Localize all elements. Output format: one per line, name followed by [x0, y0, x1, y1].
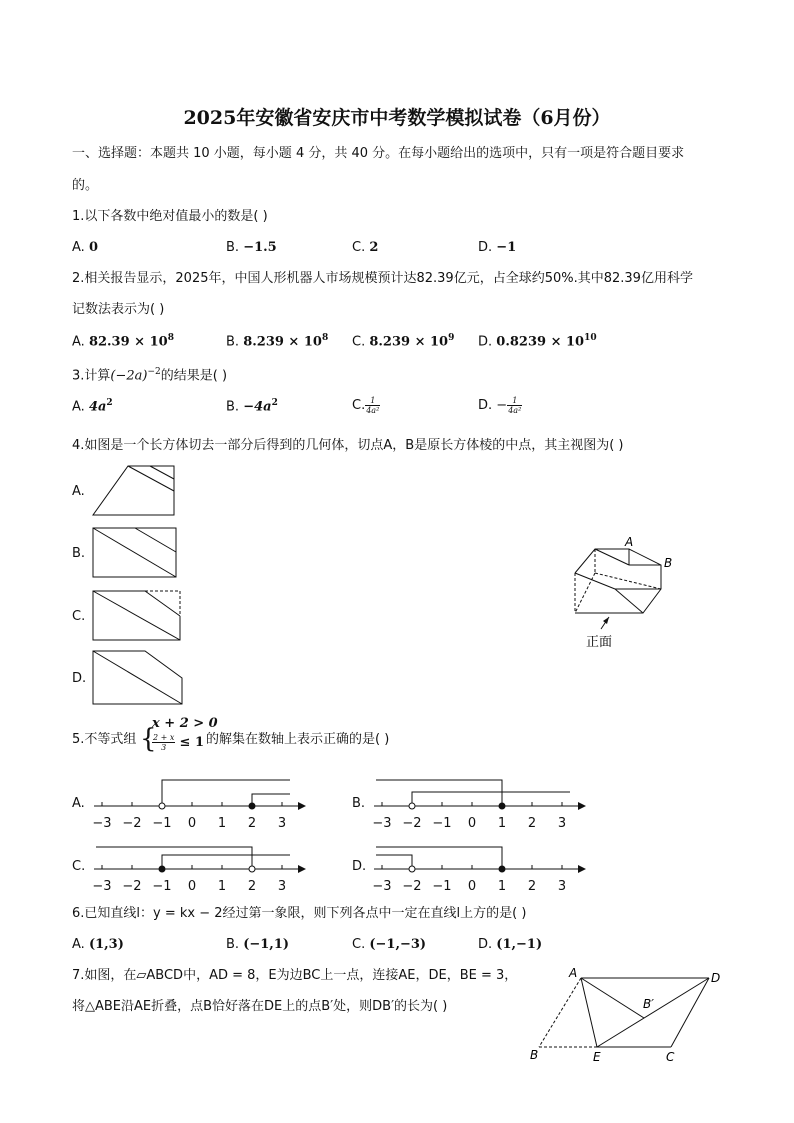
option-value: (1,3) [88, 937, 124, 952]
q4-option-c-figure [90, 588, 186, 644]
tick-label: −1 [152, 879, 172, 894]
tick-label: −3 [372, 816, 392, 831]
option-sign: − [496, 398, 508, 413]
open-point [249, 866, 255, 872]
q3-stem [72, 364, 227, 384]
hidden-edge [595, 573, 661, 589]
tick-label: 3 [557, 816, 567, 831]
tick-label: 3 [277, 879, 287, 894]
trapezoid-outline [93, 466, 174, 515]
option-label: B. [226, 240, 240, 255]
tick-label: −1 [432, 879, 452, 894]
open-point [409, 866, 415, 872]
tick-label: 1 [217, 879, 227, 894]
tick-label: 2 [247, 816, 257, 831]
fraction-numerator: 1 [507, 396, 522, 406]
closed-point [499, 866, 505, 872]
option-label: D. [478, 398, 493, 413]
fraction [152, 733, 175, 752]
tick-label: 1 [497, 816, 507, 831]
point-c-label: C [666, 1050, 675, 1064]
q3-option-c [352, 396, 380, 415]
option-value: −1 [496, 240, 517, 255]
option-exponent: 9 [448, 333, 455, 343]
q4-solid-figure [565, 533, 685, 658]
q6-option-b [226, 937, 289, 952]
q4-option-d-figure [90, 648, 186, 708]
q5-stem [72, 732, 136, 748]
solid-outline [575, 549, 661, 613]
inequality-2 [152, 733, 204, 752]
tick-label: 1 [217, 816, 227, 831]
closed-point [249, 803, 255, 809]
diagonal-line [93, 591, 180, 640]
option-value: 82.39 × 10 [88, 334, 168, 350]
inequality-1-text: x + 2 > 0 [152, 716, 218, 731]
tick-label: 1 [497, 879, 507, 894]
option-value: (1,−1) [496, 937, 543, 952]
q5-option-d-numberline [372, 835, 592, 897]
option-label: B. [226, 334, 240, 350]
tick-label: −2 [122, 816, 142, 831]
q2-option-c [352, 333, 454, 349]
segment-de [597, 978, 709, 1047]
option-label: D. [478, 334, 493, 350]
closed-point [499, 803, 505, 809]
solution-ray [376, 855, 412, 869]
q4-option-a-figure [90, 463, 180, 519]
diagonal-line [150, 466, 174, 479]
q3-option-a [72, 398, 113, 414]
q5-option-b-numberline [372, 772, 592, 834]
q1-option-d [478, 240, 516, 255]
option-value: −4a [243, 399, 272, 415]
solution-ray [252, 794, 290, 806]
fraction-numerator: 1 [365, 396, 380, 406]
q2-stem-line2: 记数法表示为( ) [72, 302, 165, 317]
fraction-denominator: 4a² [508, 406, 522, 415]
tick-label: 3 [557, 879, 567, 894]
q5-option-c-label: C. [72, 859, 86, 874]
q6-option-a [72, 937, 124, 952]
solution-ray [412, 792, 570, 806]
q2-option-a [72, 333, 174, 349]
tick-label: 2 [527, 816, 537, 831]
tick-label: −2 [402, 879, 422, 894]
tick-label: 3 [277, 816, 287, 831]
solution-ray [96, 847, 252, 869]
point-a-label: A [625, 535, 634, 549]
q3-option-d [478, 396, 522, 415]
q7-stem-line2: 将△ABE沿AE折叠，点B恰好落在DE上的点B′处，则DB′的长为( ) [72, 999, 448, 1014]
point-b-label: B [530, 1048, 539, 1062]
fraction-denominator: 3 [161, 743, 167, 752]
q4-option-b-figure [90, 525, 180, 581]
axis-arrow [298, 865, 306, 873]
q6-stem: 6.已知直线l：y = kx − 2经过第一象限，则下列各点中一定在直线l上方的是( ) [72, 906, 527, 921]
option-label: D. [478, 240, 493, 255]
system-brace: { [140, 724, 157, 754]
option-value: 0.8239 × 10 [496, 334, 585, 350]
option-label: C. [352, 334, 366, 350]
tick-label: −3 [372, 879, 392, 894]
q5-option-c-numberline [92, 835, 312, 897]
option-exponent: 2 [271, 398, 278, 408]
q5-option-a-numberline [92, 772, 312, 834]
q4-option-a-label: A. [72, 484, 85, 499]
q6-option-c [352, 937, 426, 952]
tick-label: −1 [432, 816, 452, 831]
q1-stem: 1.以下各数中绝对值最小的数是( ) [72, 209, 268, 224]
option-value: (−1,−3) [369, 937, 427, 952]
tick-label: −1 [152, 816, 172, 831]
solution-ray [376, 780, 502, 806]
q2-stem-line1: 2.相关报告显示，2025年，中国人形机器人市场规模预计达82.39亿元，占全球约50%.其中82.39亿用科学 [72, 271, 693, 286]
q6-option-d [478, 937, 542, 952]
q5-option-d-label: D. [352, 859, 367, 874]
diagonal-line [93, 651, 182, 704]
edge-line [575, 573, 615, 589]
q5-option-a-label: A. [72, 796, 85, 811]
section-instruction-line1: 一、选择题：本题共 10 小题，每小题 4 分，共 40 分。在每小题给出的选项中，只有一项是符合题目要求 [72, 146, 685, 161]
option-value: 8.239 × 10 [243, 334, 322, 350]
option-exponent: 8 [167, 333, 174, 343]
q2-option-b [226, 333, 328, 349]
option-value: 2 [369, 240, 379, 255]
option-value: 0 [88, 240, 98, 255]
q7-parallelogram-figure [525, 962, 735, 1067]
solution-ray [376, 847, 502, 869]
closed-point [159, 866, 165, 872]
option-label: A. [72, 334, 85, 350]
tick-label: 0 [187, 879, 197, 894]
q3-expression: (−2a) [110, 368, 148, 384]
option-exponent: 2 [106, 398, 113, 408]
fraction-denominator: 4a² [366, 406, 380, 415]
side-ab-dashed [539, 978, 581, 1047]
inequality-1 [152, 716, 218, 731]
diagonal-line [93, 528, 176, 577]
solution-ray [162, 855, 290, 869]
side-dc [671, 978, 709, 1047]
q1-option-a [72, 240, 98, 255]
q1-option-c [352, 240, 378, 255]
point-b-prime-label: B′ [643, 997, 654, 1011]
diagonal-line [135, 528, 176, 552]
tick-label: 2 [247, 879, 257, 894]
tick-label: 0 [467, 879, 477, 894]
segment-ae [581, 978, 597, 1047]
edge-line [615, 589, 643, 613]
axis-arrow [578, 865, 586, 873]
page-title: 2025年安徽省安庆市中考数学模拟试卷（6月份） [183, 107, 611, 129]
option-value: 8.239 × 10 [369, 334, 449, 350]
axis-arrow [578, 802, 586, 810]
q1-option-b [226, 240, 277, 255]
front-arrow-head [603, 617, 609, 624]
q4-option-c-label: C. [72, 609, 86, 624]
fraction [365, 396, 380, 415]
option-value: −1.5 [243, 240, 277, 255]
diagonal-line [128, 466, 174, 491]
segment-ab-prime [581, 978, 644, 1018]
tick-label: 0 [467, 816, 477, 831]
solution-ray [162, 780, 290, 806]
tick-label: 2 [527, 879, 537, 894]
q5-stem-post: 的解集在数轴上表示正确的是( ) [206, 732, 390, 747]
hidden-edge [575, 573, 595, 613]
tick-label: −3 [92, 816, 112, 831]
open-point [409, 803, 415, 809]
option-value: (−1,1) [243, 937, 290, 952]
point-e-label: E [593, 1050, 601, 1064]
option-label: C. [352, 398, 366, 413]
section-instruction-line2: 的。 [72, 178, 99, 193]
option-exponent: 8 [321, 333, 329, 343]
q4-option-d-label: D. [72, 671, 87, 686]
fraction-numerator: 2 + x [153, 733, 175, 742]
point-b-label: B [664, 556, 673, 570]
edge-line [595, 549, 629, 565]
point-d-label: D [711, 971, 721, 985]
tick-label: −2 [122, 879, 142, 894]
point-a-label: A [569, 966, 578, 980]
fraction [507, 396, 522, 415]
q7-stem-line1: 7.如图，在▱ABCD中，AD = 8，E为边BC上一点，连接AE，DE，BE = 3， [72, 968, 518, 983]
option-label: B. [226, 399, 240, 415]
q3-stem-post: 的结果是( ) [160, 368, 228, 384]
open-point [159, 803, 165, 809]
q5-option-b-label: B. [352, 796, 366, 811]
axis-arrow [298, 802, 306, 810]
q4-option-b-label: B. [72, 546, 86, 561]
option-value: 4a [88, 399, 107, 415]
tick-label: 0 [187, 816, 197, 831]
q5-stem-pre: 5.不等式组 [72, 732, 137, 747]
tick-label: −3 [92, 879, 112, 894]
diagonal-line [145, 591, 180, 616]
q3-option-b [226, 398, 278, 414]
option-label: B. [226, 937, 240, 952]
option-label: D. [478, 937, 493, 952]
option-label: A. [72, 240, 85, 255]
tick-label: −2 [402, 816, 422, 831]
option-label: A. [72, 399, 85, 415]
q3-stem-pre: 3.计算 [72, 368, 111, 384]
option-label: C. [352, 937, 366, 952]
front-view-label: 正面 [586, 635, 613, 650]
option-exponent: 10 [584, 333, 597, 343]
inequality-2-relation: ≤ 1 [179, 735, 204, 750]
q4-stem: 4.如图是一个长方体切去一部分后得到的几何体，切点A，B是原长方体棱的中点，其主视图为( ) [72, 438, 624, 453]
option-label: C. [352, 240, 366, 255]
q2-option-d [478, 333, 597, 349]
q3-exponent: −2 [147, 367, 161, 377]
option-label: A. [72, 937, 85, 952]
